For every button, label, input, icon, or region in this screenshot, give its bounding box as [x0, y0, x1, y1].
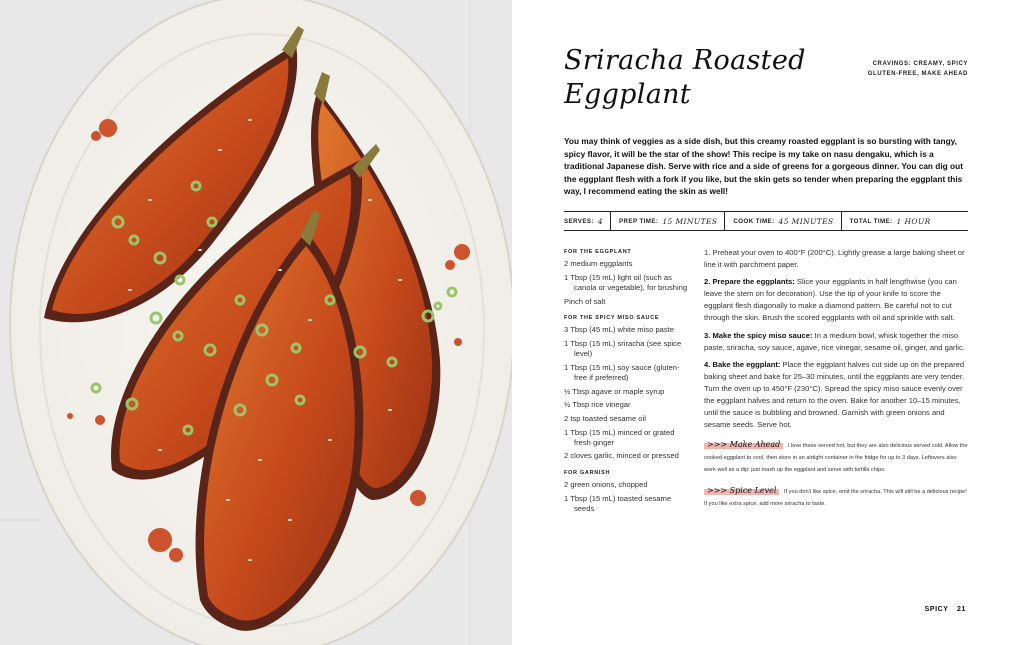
ingredient-item: ½ Tbsp rice vinegar	[564, 400, 631, 410]
total-time-cell	[850, 212, 938, 230]
cook-time-cell	[733, 212, 841, 230]
page-number: 21	[957, 606, 966, 613]
ingredient-item: Pinch of salt	[564, 296, 606, 306]
recipe-meta-bar	[564, 211, 968, 231]
step-title: Make the spicy miso sauce:	[712, 330, 813, 340]
ingredient-item: 1 Tbsp (15 mL) soy sauce (gluten-free if preferred)	[564, 362, 680, 383]
step-number: 2.	[704, 277, 711, 287]
total-time-label: TOTAL TIME:	[849, 217, 893, 225]
prep-time-cell	[619, 212, 725, 230]
ingredient-item: 3 Tbsp (45 mL) white miso paste	[564, 325, 675, 335]
directions	[704, 247, 968, 510]
step-title: Bake the eggplant:	[712, 359, 781, 369]
ingredient-item: ½ Tbsp agave or maple syrup	[564, 386, 665, 396]
serves-label: SERVES:	[564, 217, 594, 225]
direction-step-1	[704, 247, 968, 271]
ingredient-item: 2 cloves garlic, minced or pressed	[564, 451, 679, 461]
step-number: 4.	[704, 359, 711, 369]
ingredient-item: 2 green onions, chopped	[564, 480, 648, 490]
prep-time-value: 15 MINUTES	[662, 216, 718, 226]
step-text: Slice your eggplants in half lengthwise (you can leave the stem on for decoration). Use the tip of your knife to score the eggplant flesh diagonally to make a diamond pattern. Be careful not to cut through the skin. Brush the scored eggplants with oil and sprinkle with salt.	[704, 277, 957, 323]
recipe-title-line-2: Eggplant	[564, 79, 691, 110]
step-number: 1.	[704, 248, 711, 257]
cook-time-label: COOK TIME:	[733, 217, 775, 225]
make-ahead-note	[704, 439, 968, 476]
cravings-tags	[868, 59, 968, 79]
ingredient-heading-eggplant: FOR THE EGGPLANT	[564, 249, 632, 255]
direction-step-3	[704, 330, 968, 354]
ingredient-item: 1 Tbsp (15 mL) toasted sesame seeds	[564, 493, 672, 513]
direction-step-4	[704, 359, 968, 432]
ingredient-item: 1 Tbsp (15 mL) sriracha (see spice level)	[564, 338, 682, 359]
note-tag-spice-level: >>> Spice Level	[704, 485, 779, 497]
ingredient-heading-miso: FOR THE SPICY MISO SAUCE	[564, 315, 660, 322]
direction-step-2	[704, 276, 968, 324]
serves-value: 4	[597, 216, 604, 226]
ingredient-item: 1 Tbsp (15 mL) light oil (such as canola or vegetable), for brushing	[564, 272, 688, 293]
note-text: If you don't like spice, omit the sriracha. This will still be a delicious recipe! If you like extra spice, add more sriracha to taste.	[704, 488, 967, 507]
ingredient-item: 1 Tbsp (15 mL) minced or grated fresh ginger	[564, 427, 675, 447]
ingredient-item: 2 medium eggplants	[564, 259, 633, 269]
cook-time-value: 45 MINUTES	[778, 216, 834, 226]
total-time-value: 1 HOUR	[896, 216, 931, 226]
step-text: Preheat your oven to 400°F (200°C). Lightly grease a large baking sheet or line it with parchment paper.	[704, 248, 965, 270]
ingredient-heading-garnish: FOR GARNISH	[564, 469, 611, 476]
step-title: Prepare the eggplants:	[712, 277, 795, 287]
ingredient-item: 2 tsp toasted sesame oil	[564, 413, 646, 423]
serves-cell	[564, 212, 611, 230]
page-folio	[925, 606, 966, 613]
folio-section: SPICY	[924, 606, 949, 613]
spice-level-note	[704, 485, 968, 511]
step-text: In a medium bowl, whisk together the miso paste, sriracha, soy sauce, agave, rice vinegar, sesame oil, ginger, and garlic.	[704, 330, 965, 352]
recipe-title-line-1: Sriracha Roasted	[564, 45, 806, 76]
cravings-line-1: CRAVINGS: CREAMY, SPICY	[872, 61, 968, 67]
prep-time-label: PREP TIME:	[619, 217, 659, 225]
step-text: Place the eggplant halves cut side up on the prepared baking sheet and bake for 25–30 minutes, until the eggplants are very tender. Turn the oven up to 450°F (230°C). Spread the spicy miso sauce evenly over the eggplant halves and return to the oven. Bake for another 10–15 minutes, until the sauce is bubbling and browned. Garnish with green onions and sesame seeds. Serve hot.	[704, 359, 965, 430]
cravings-line-2: GLUTEN-FREE, MAKE AHEAD	[867, 71, 968, 77]
recipe-page	[512, 0, 1024, 645]
recipe-title	[564, 44, 806, 112]
note-text: I love these served hot, but they are also delicious served cold. Allow the cooked eggplant to cool, then store in an airtight container in the fridge for up to 3 days. Leftovers also work well as a dip: just mash up the eggplant and serve with tortilla chips.	[704, 443, 968, 473]
recipe-intro: You may think of veggies as a side dish, but this creamy roasted eggplant is so bursting with tangy, spicy flavor, it will be the star of the show! This recipe is my take on nasu dengaku, which is a traditional Japanese dish. Serve with rice and a side of greens for a gorgeous dinner. You can dig out the eggplant flesh with a fork if you like, but the skin gets so tender when preparing the eggplant this way, I recommend eating the skin as well!	[564, 136, 963, 196]
ingredients-list	[564, 247, 692, 518]
note-tag-make-ahead: >>> Make Ahead	[704, 439, 783, 451]
step-number: 3.	[704, 330, 711, 340]
